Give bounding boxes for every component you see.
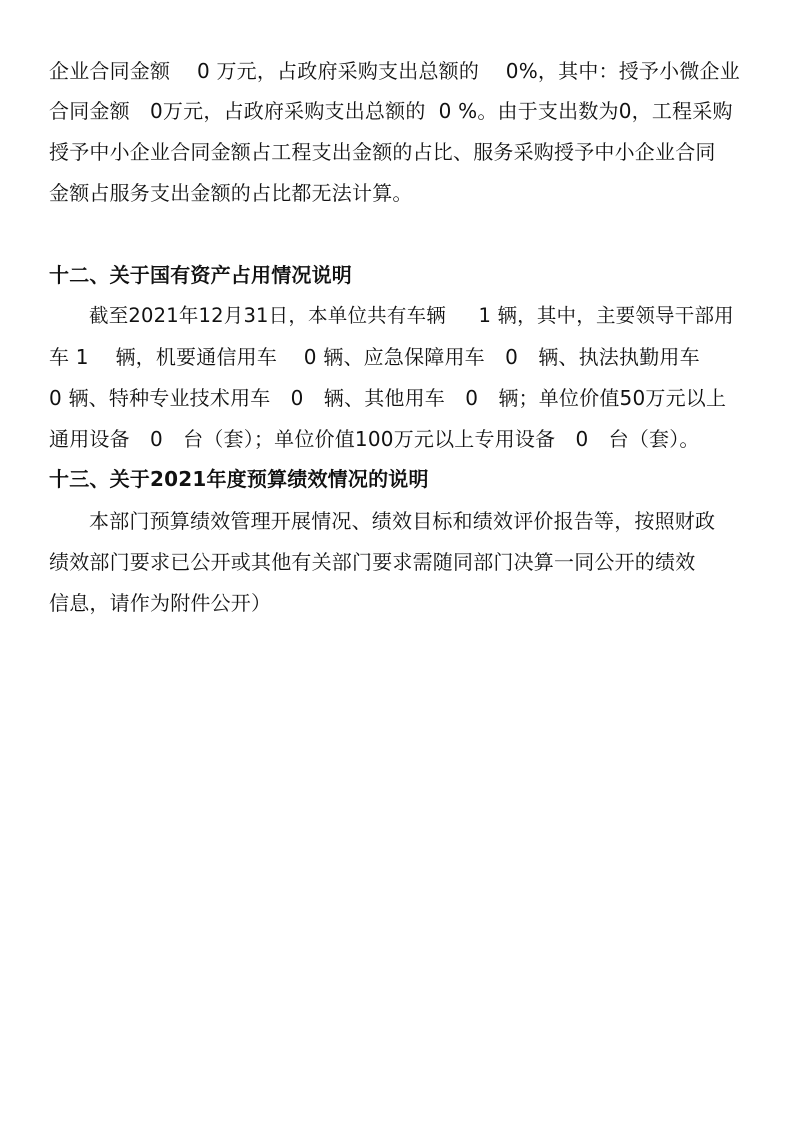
- section-heading-performance: 十三、关于2021年度预算绩效情况的说明: [49, 467, 429, 491]
- paragraph-line: 通用设备 0 台（套）；单位价值100万元以上专用设备 0 台（套）。: [49, 427, 700, 451]
- paragraph-line: 截至2021年12月31日，本单位共有车辆 1 辆，其中，主要领导干部用: [89, 304, 734, 327]
- paragraph-line: 车 1 辆，机要通信用车 0 辆、应急保障用车 0 辆、执法执勤用车: [49, 345, 700, 369]
- paragraph-line: 企业合同金额 0 万元，占政府采购支出总额的 0%，其中：授予小微企业: [49, 59, 740, 83]
- section-heading-assets: 十二、关于国有资产占用情况说明: [49, 263, 352, 287]
- paragraph-line: 授予中小企业合同金额占工程支出金额的占比、服务采购授予中小企业合同: [49, 140, 716, 164]
- paragraph-line: 本部门预算绩效管理开展情况、绩效目标和绩效评价报告等，按照财政: [89, 509, 716, 533]
- paragraph-line: 金额占服务支出金额的占比都无法计算。: [49, 181, 413, 205]
- paragraph-line: 合同金额 0万元，占政府采购支出总额的 0 %。由于支出数为0，工程采购: [49, 99, 733, 123]
- paragraph-line: 信息，请作为附件公开）: [49, 591, 272, 615]
- paragraph-line: 0 辆、特种专业技术用车 0 辆、其他用车 0 辆；单位价值50万元以上: [49, 386, 727, 410]
- paragraph-line: 绩效部门要求已公开或其他有关部门要求需随同部门决算一同公开的绩效: [49, 550, 696, 574]
